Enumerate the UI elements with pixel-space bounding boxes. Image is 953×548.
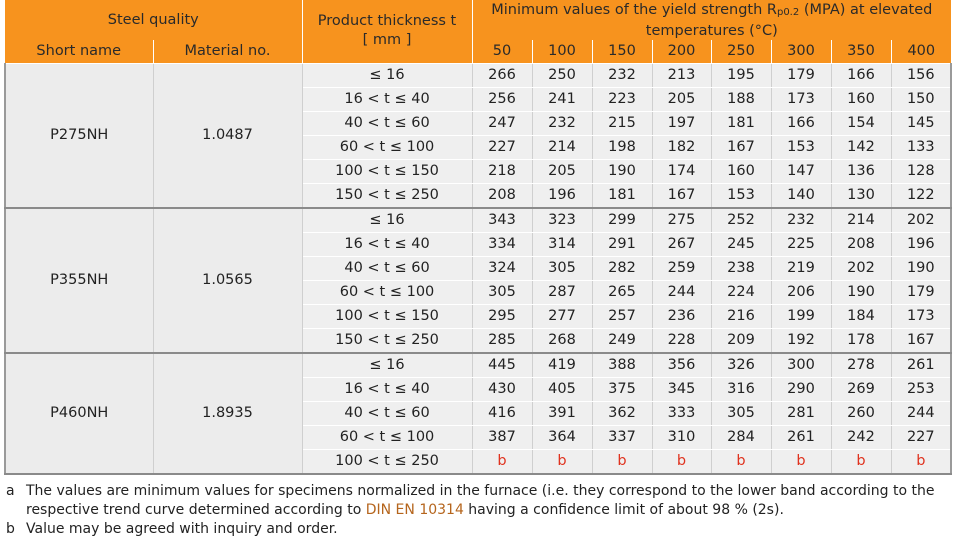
yield-value-cell: 232: [532, 111, 592, 135]
yield-value-cell: 300: [771, 353, 831, 378]
thickness-cell: ≤ 16: [302, 353, 472, 378]
yield-value-cell: 430: [472, 377, 532, 401]
yield-value-cell: 156: [891, 63, 951, 87]
yield-value-cell: 387: [472, 425, 532, 449]
yield-value-cell: 174: [652, 159, 711, 183]
yield-value-cell: 305: [472, 280, 532, 304]
table-header: [5, 0, 951, 63]
yield-title-sub: p0.2: [776, 6, 800, 18]
yield-value-cell: 290: [771, 377, 831, 401]
yield-value-cell: 277: [532, 304, 592, 328]
temperature-header-5: 300: [771, 40, 831, 63]
yield-value-cell: 323: [532, 208, 592, 233]
yield-value-cell: 182: [652, 135, 711, 159]
yield-value-cell: 244: [652, 280, 711, 304]
yield-value-cell: 232: [771, 208, 831, 233]
yield-value-cell: 188: [711, 87, 771, 111]
yield-value-cell: 179: [771, 63, 831, 87]
yield-value-cell: 208: [472, 183, 532, 208]
yield-title-line2: temperatures (°C): [645, 22, 778, 39]
yield-value-cell: 190: [831, 280, 891, 304]
temperature-header-6: 350: [831, 40, 891, 63]
yield-value-cell: 197: [652, 111, 711, 135]
yield-value-cell: 265: [592, 280, 652, 304]
yield-value-cell: b: [472, 449, 532, 474]
yield-value-cell: 205: [532, 159, 592, 183]
yield-value-cell: 261: [771, 425, 831, 449]
yield-value-cell: 388: [592, 353, 652, 378]
thickness-cell: 60 < t ≤ 100: [302, 280, 472, 304]
yield-value-cell: 160: [831, 87, 891, 111]
temperature-header-3: 200: [652, 40, 711, 63]
yield-value-cell: 179: [891, 280, 951, 304]
footnotes: [6, 482, 946, 539]
yield-value-cell: 259: [652, 256, 711, 280]
yield-value-cell: 166: [771, 111, 831, 135]
yield-value-cell: 122: [891, 183, 951, 208]
yield-value-cell: 227: [891, 425, 951, 449]
yield-value-cell: 326: [711, 353, 771, 378]
yield-value-cell: 242: [831, 425, 891, 449]
yield-value-cell: 278: [831, 353, 891, 378]
thickness-header: [302, 0, 472, 63]
yield-value-cell: 225: [771, 232, 831, 256]
thickness-cell: ≤ 16: [302, 208, 472, 233]
temperature-header-4: 250: [711, 40, 771, 63]
thickness-cell: ≤ 16: [302, 63, 472, 87]
yield-value-cell: 281: [771, 401, 831, 425]
thickness-cell: 100 < t ≤ 250: [302, 449, 472, 474]
temperature-header-0: 50: [472, 40, 532, 63]
yield-strength-table: [4, 0, 952, 475]
short-name-cell: P355NH: [5, 208, 153, 353]
yield-value-cell: 167: [711, 135, 771, 159]
thickness-cell: 150 < t ≤ 250: [302, 183, 472, 208]
yield-value-cell: 261: [891, 353, 951, 378]
yield-value-cell: 190: [592, 159, 652, 183]
yield-value-cell: 219: [771, 256, 831, 280]
yield-value-cell: 284: [711, 425, 771, 449]
yield-value-cell: 196: [532, 183, 592, 208]
yield-value-cell: 214: [831, 208, 891, 233]
yield-title-pre: Minimum values of the yield strength R: [491, 1, 777, 18]
yield-value-cell: 268: [532, 328, 592, 353]
yield-value-cell: 205: [652, 87, 711, 111]
yield-value-cell: 362: [592, 401, 652, 425]
yield-value-cell: 166: [831, 63, 891, 87]
yield-value-cell: 445: [472, 353, 532, 378]
table-row: [5, 208, 951, 233]
footnote-a-mark: a: [6, 483, 15, 499]
yield-value-cell: 314: [532, 232, 592, 256]
table-row: [5, 353, 951, 378]
thickness-cell: 16 < t ≤ 40: [302, 377, 472, 401]
yield-value-cell: 249: [592, 328, 652, 353]
yield-value-cell: 178: [831, 328, 891, 353]
material-no-cell: 1.8935: [153, 353, 302, 474]
thickness-cell: 40 < t ≤ 60: [302, 111, 472, 135]
din-en-10314-link[interactable]: DIN EN 10314: [365, 502, 464, 518]
yield-value-cell: b: [592, 449, 652, 474]
yield-value-cell: 375: [592, 377, 652, 401]
yield-value-cell: b: [532, 449, 592, 474]
yield-value-cell: 142: [831, 135, 891, 159]
yield-value-cell: 128: [891, 159, 951, 183]
steel-quality-header: Steel quality: [5, 0, 302, 40]
yield-value-cell: 173: [891, 304, 951, 328]
material-no-cell: 1.0487: [153, 63, 302, 208]
yield-value-cell: 256: [472, 87, 532, 111]
thickness-cell: 100 < t ≤ 150: [302, 304, 472, 328]
yield-value-cell: 215: [592, 111, 652, 135]
yield-strength-header: [472, 0, 951, 40]
yield-value-cell: b: [891, 449, 951, 474]
yield-value-cell: 153: [771, 135, 831, 159]
yield-value-cell: 227: [472, 135, 532, 159]
yield-value-cell: 405: [532, 377, 592, 401]
temperature-header-1: 100: [532, 40, 592, 63]
yield-value-cell: 195: [711, 63, 771, 87]
yield-value-cell: 287: [532, 280, 592, 304]
yield-value-cell: 150: [891, 87, 951, 111]
yield-value-cell: b: [652, 449, 711, 474]
thickness-cell: 16 < t ≤ 40: [302, 87, 472, 111]
yield-value-cell: 275: [652, 208, 711, 233]
yield-value-cell: 213: [652, 63, 711, 87]
yield-value-cell: 310: [652, 425, 711, 449]
yield-value-cell: 267: [652, 232, 711, 256]
yield-value-cell: 223: [592, 87, 652, 111]
yield-value-cell: 282: [592, 256, 652, 280]
table-body: [5, 63, 951, 474]
thickness-cell: 40 < t ≤ 60: [302, 401, 472, 425]
yield-value-cell: 266: [472, 63, 532, 87]
thickness-cell: 60 < t ≤ 100: [302, 425, 472, 449]
yield-value-cell: 250: [532, 63, 592, 87]
yield-value-cell: 316: [711, 377, 771, 401]
yield-value-cell: 196: [891, 232, 951, 256]
yield-value-cell: 260: [831, 401, 891, 425]
yield-value-cell: 202: [891, 208, 951, 233]
yield-value-cell: b: [831, 449, 891, 474]
yield-value-cell: 232: [592, 63, 652, 87]
temperature-header-2: 150: [592, 40, 652, 63]
material-no-cell: 1.0565: [153, 208, 302, 353]
yield-value-cell: 184: [831, 304, 891, 328]
yield-value-cell: 216: [711, 304, 771, 328]
yield-value-cell: 295: [472, 304, 532, 328]
yield-value-cell: 324: [472, 256, 532, 280]
yield-value-cell: 208: [831, 232, 891, 256]
yield-value-cell: 224: [711, 280, 771, 304]
thickness-cell: 100 < t ≤ 150: [302, 159, 472, 183]
yield-value-cell: 299: [592, 208, 652, 233]
yield-value-cell: 238: [711, 256, 771, 280]
yield-value-cell: 253: [891, 377, 951, 401]
footnote-b-mark: b: [6, 521, 15, 537]
yield-value-cell: 252: [711, 208, 771, 233]
yield-value-cell: 145: [891, 111, 951, 135]
yield-value-cell: 416: [472, 401, 532, 425]
yield-value-cell: 244: [891, 401, 951, 425]
yield-title-post: (MPA) at elevated: [799, 1, 933, 18]
footnote-b: [6, 520, 946, 539]
yield-value-cell: b: [771, 449, 831, 474]
yield-value-cell: 133: [891, 135, 951, 159]
thickness-header-line1: Product thickness t: [317, 13, 457, 30]
yield-value-cell: 130: [831, 183, 891, 208]
yield-value-cell: 343: [472, 208, 532, 233]
yield-value-cell: 181: [592, 183, 652, 208]
yield-value-cell: 345: [652, 377, 711, 401]
yield-value-cell: 334: [472, 232, 532, 256]
yield-value-cell: 419: [532, 353, 592, 378]
yield-value-cell: 153: [711, 183, 771, 208]
yield-value-cell: 356: [652, 353, 711, 378]
yield-value-cell: 190: [891, 256, 951, 280]
yield-value-cell: 154: [831, 111, 891, 135]
yield-value-cell: 236: [652, 304, 711, 328]
yield-value-cell: 136: [831, 159, 891, 183]
yield-value-cell: 333: [652, 401, 711, 425]
yield-value-cell: 228: [652, 328, 711, 353]
yield-value-cell: 364: [532, 425, 592, 449]
yield-value-cell: 218: [472, 159, 532, 183]
footnote-b-text: Value may be agreed with inquiry and order.: [26, 521, 338, 537]
footnote-a-text-2: having a confidence limit of about 98 % (2s).: [463, 502, 784, 518]
yield-value-cell: 167: [891, 328, 951, 353]
table-row: [5, 63, 951, 87]
yield-value-cell: 214: [532, 135, 592, 159]
temperature-header-7: 400: [891, 40, 951, 63]
short-name-header: Short name: [5, 40, 153, 63]
yield-value-cell: 160: [711, 159, 771, 183]
yield-value-cell: 391: [532, 401, 592, 425]
yield-value-cell: 167: [652, 183, 711, 208]
yield-value-cell: 257: [592, 304, 652, 328]
footnote-a-text-1: The values are minimum values for specimens normalized in the furnace (i.e. they correspond to the lower band according to the respective trend curve determined according to: [26, 483, 935, 518]
yield-value-cell: 192: [771, 328, 831, 353]
footnote-a: [6, 482, 946, 520]
yield-value-cell: 173: [771, 87, 831, 111]
yield-value-cell: 147: [771, 159, 831, 183]
yield-value-cell: 241: [532, 87, 592, 111]
yield-value-cell: 291: [592, 232, 652, 256]
thickness-cell: 40 < t ≤ 60: [302, 256, 472, 280]
material-no-header: Material no.: [153, 40, 302, 63]
thickness-cell: 150 < t ≤ 250: [302, 328, 472, 353]
yield-value-cell: 206: [771, 280, 831, 304]
yield-value-cell: 198: [592, 135, 652, 159]
thickness-cell: 16 < t ≤ 40: [302, 232, 472, 256]
yield-value-cell: 199: [771, 304, 831, 328]
yield-value-cell: 305: [711, 401, 771, 425]
thickness-header-line2: [ mm ]: [362, 32, 412, 49]
yield-value-cell: 245: [711, 232, 771, 256]
yield-value-cell: 285: [472, 328, 532, 353]
yield-value-cell: 140: [771, 183, 831, 208]
yield-value-cell: 202: [831, 256, 891, 280]
yield-value-cell: 247: [472, 111, 532, 135]
yield-value-cell: 269: [831, 377, 891, 401]
short-name-cell: P275NH: [5, 63, 153, 208]
yield-value-cell: 209: [711, 328, 771, 353]
yield-value-cell: 305: [532, 256, 592, 280]
thickness-cell: 60 < t ≤ 100: [302, 135, 472, 159]
yield-value-cell: b: [711, 449, 771, 474]
yield-value-cell: 181: [711, 111, 771, 135]
yield-value-cell: 337: [592, 425, 652, 449]
short-name-cell: P460NH: [5, 353, 153, 474]
